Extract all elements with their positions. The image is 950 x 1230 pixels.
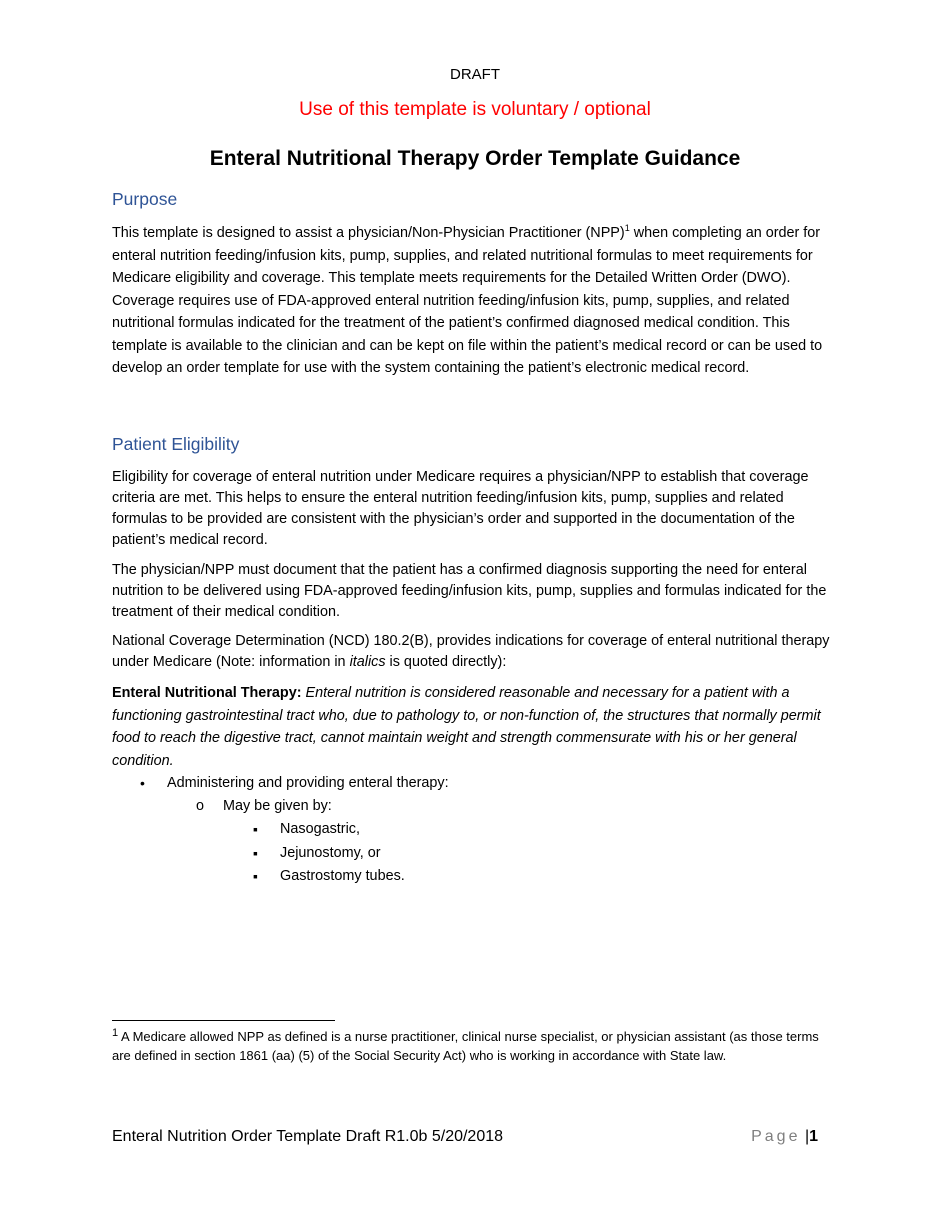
footnote-divider — [112, 1020, 335, 1021]
square-bullet-icon: ▪ — [253, 868, 258, 884]
draft-label: DRAFT — [450, 66, 500, 83]
footnote-marker: 1 — [112, 1027, 119, 1039]
page-title: Enteral Nutritional Therapy Order Template Guidance — [209, 147, 741, 170]
purpose-paragraph — [112, 222, 840, 380]
page-number: 1 — [809, 1128, 818, 1145]
ncd-text-start: National Coverage Determination (NCD) 180.2(B), provides indications for coverage of enteral nutritional therapy under Medicare (Note: information in — [112, 633, 830, 670]
list-item-given-by: May be given by: — [223, 798, 332, 814]
list-item-administering: Administering and providing enteral therapy: — [167, 775, 449, 791]
square-bullet-icon: ▪ — [253, 821, 258, 837]
ncd-text-end: is quoted directly): — [385, 654, 507, 670]
footer-page-indicator — [700, 1128, 818, 1146]
purpose-text-rest: when completing an order for enteral nutrition feeding/infusion kits, pump, supplies, and related nutritional formulas to meet requirements for Medicare eligibility and coverage. This template meets requirements for the Detailed Written Order (DWO). Coverage requires use of FDA-approved enteral nutrition feeding/infusion kits, pump, supplies, and related nutritional formulas indicated for the treatment of the patient’s confirmed diagnosed medical condition. This template is available to the clinician and can be kept on file within the patient’s medical record or can be used to develop an order template for use with the system containing the patient’s electronic medical record. — [112, 225, 823, 376]
voluntary-notice: Use of this template is voluntary / optional — [299, 99, 651, 120]
footer-document-id: Enteral Nutrition Order Template Draft R1.0b 5/20/2018 — [112, 1128, 504, 1145]
square-bullet-icon: ▪ — [253, 845, 258, 861]
therapy-definition-quote: Enteral nutrition is considered reasonable and necessary for a patient with a functioning gastrointestinal tract who, due to pathology to, or non-function of, the structures that normally permit food to reach the digestive tract, cannot maintain weight and strength commensurate with his or her general condition. — [112, 685, 821, 769]
footnote — [112, 1028, 840, 1065]
purpose-heading: Purpose — [112, 189, 178, 209]
page-label: Page — [751, 1128, 801, 1145]
therapy-definition — [112, 682, 840, 772]
eligibility-paragraph-1: Eligibility for coverage of enteral nutrition under Medicare requires a physician/NPP to establish that coverage criteria are met. This helps to ensure the enteral nutrition feeding/infusion kits, pump, supplies and related formulas to be provided are consistent with the physician’s order and supported in the documentation of the patient’s medical record. — [112, 469, 809, 548]
circle-bullet-icon: o — [196, 798, 205, 814]
eligibility-heading: Patient Eligibility — [112, 434, 240, 454]
therapy-definition-label: Enteral Nutritional Therapy: — [112, 685, 302, 701]
list-item-gastrostomy: Gastrostomy tubes. — [280, 868, 405, 884]
footnote-text: A Medicare allowed NPP as defined is a nurse practitioner, clinical nurse specialist, or physician assistant (as those terms are defined in section 1861 (aa) (5) of the Social Security Act) who is working in accordance with State law. — [112, 1029, 819, 1063]
bullet-icon: • — [140, 775, 145, 791]
page-separator: | — [804, 1128, 810, 1145]
footnote-reference[interactable]: 1 — [624, 223, 630, 233]
eligibility-paragraph-2: The physician/NPP must document that the patient has a confirmed diagnosis supporting the need for enteral nutrition to be delivered using FDA-approved feeding/infusion kits, pump, supplies and formulas indicated for the treatment of their medical condition. — [112, 562, 827, 620]
ncd-italics-word: italics — [349, 654, 386, 670]
list-item-jejunostomy: Jejunostomy, or — [280, 845, 381, 861]
purpose-text-start: This template is designed to assist a physician/Non-Physician Practitioner (NPP) — [112, 225, 625, 241]
list-item-nasogastric: Nasogastric, — [280, 821, 360, 837]
ncd-paragraph — [112, 631, 840, 673]
